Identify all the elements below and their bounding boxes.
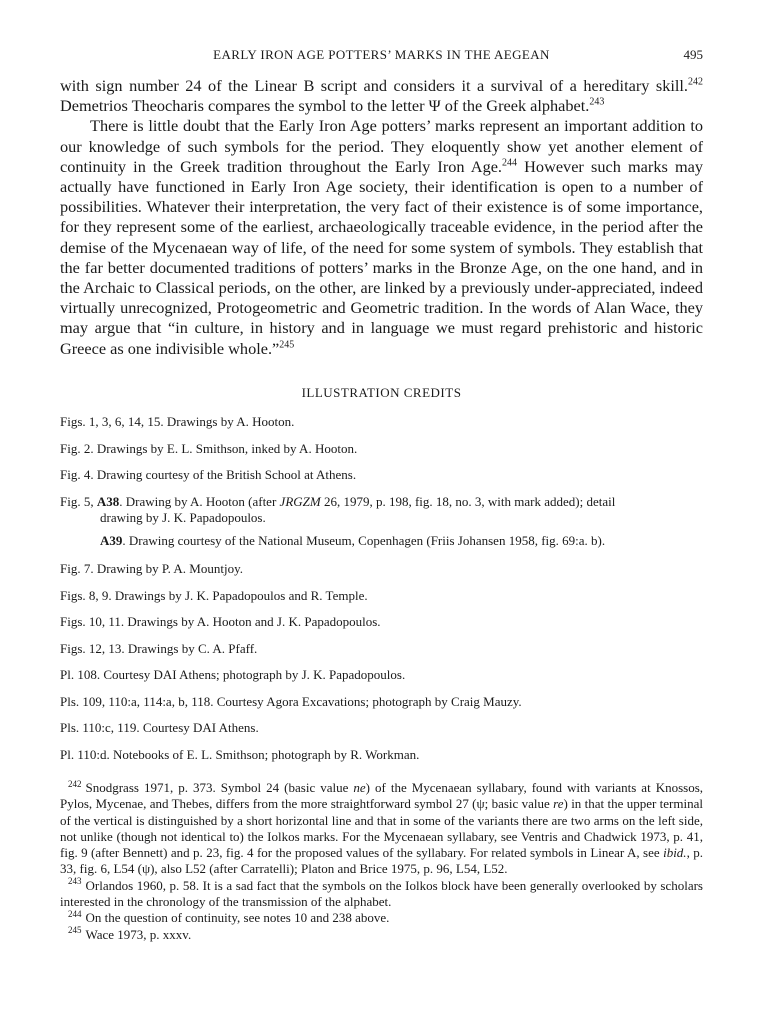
running-head bbox=[60, 47, 703, 67]
paragraph-text: Demetrios Theocharis compares the symbol to the letter Ψ of the Greek alphabet. bbox=[60, 96, 590, 116]
credit-item: Pl. 110:d. Notebooks of E. L. Smithson; photograph by R. Workman. bbox=[60, 746, 420, 762]
body-text bbox=[60, 76, 703, 359]
footnote-number: 243 bbox=[68, 876, 82, 887]
catalogue-number: A39 bbox=[100, 532, 123, 548]
footnote-243 bbox=[60, 878, 703, 911]
page-number: 495 bbox=[683, 47, 703, 62]
footnote-text: Orlandos 1960, p. 58. It is a sad fact that the symbols on the Iolkos block have been generally overlooked by scholars interested in the chronology of the transmission of the alphabet. bbox=[60, 877, 703, 910]
credit-item bbox=[60, 533, 703, 550]
footnote-number: 242 bbox=[68, 778, 82, 789]
credit-text: . Drawing courtesy of the National Museum, Copenhagen (Friis Johansen 1958, fig. 69:a. b). bbox=[122, 532, 606, 548]
footnote-text: ) in that the upper terminal of the vertical is distinguished by a short horizontal line and that in some of the variants there are two arms on the left side, not unlike (though not identical to) the Iolkos marks. For the Mycenaean syllabary, see Ventris and Chadwick 1973, p. 41, fig. 9 (after Bennett) and p. 23, fig. 4 for the proposed values of the syllabary. For related symbols in Linear A, see bbox=[60, 796, 703, 861]
footnote-ref[interactable]: 244 bbox=[502, 157, 518, 169]
credit-text: Fig. 5, bbox=[60, 493, 97, 509]
credit-text: 26, 1979, p. 198, fig. 18, no. 3, with mark added); detail bbox=[320, 493, 616, 509]
paragraph-1 bbox=[60, 76, 703, 116]
credit-item: Figs. 8, 9. Drawings by J. K. Papadopoulos and R. Temple. bbox=[60, 587, 368, 603]
footnote-italic: ne bbox=[353, 780, 366, 795]
credit-item: Fig. 4. Drawing courtesy of the British School at Athens. bbox=[60, 467, 357, 482]
footnote-number: 244 bbox=[68, 909, 82, 920]
running-title: EARLY IRON AGE POTTERS’ MARKS IN THE AEGEAN bbox=[213, 47, 550, 62]
credit-item: Fig. 2. Drawings by E. L. Smithson, inked by A. Hooton. bbox=[60, 440, 358, 456]
footnote-245 bbox=[60, 927, 703, 943]
paragraph-2 bbox=[60, 116, 703, 358]
credit-item: Pls. 109, 110:a, 114:a, b, 118. Courtesy Agora Excavations; photograph by Craig Mauzy. bbox=[60, 693, 522, 709]
footnote-ref[interactable]: 245 bbox=[279, 339, 295, 351]
footnote-text: Wace 1973, p. xxxv. bbox=[85, 926, 192, 942]
paragraph-text: However such marks may actually have functioned in Early Iron Age society, their identification is open to a number of possibilities. Whatever their interpretation, the very fact of their existence is of some importance, for they represent some of the earliest, archaeologically traceable evidence, in the period after the demise of the Mycenaean way of life, of the need for some system of symbols. They establish that the far better documented traditions of potters’ marks in the Bronze Age, on the one hand, and in the Archaic to Classical periods, on the other, are linked by a previously under-appreciated, indeed virtually unrecognized, Protogeometric and Geometric tradition. In the words of Alan Wace, they may argue that “in culture, in history and in language we must regard prehistoric and historic Greece as one indivisible whole.” bbox=[60, 156, 704, 358]
catalogue-number: A38 bbox=[96, 493, 120, 509]
footnote-242 bbox=[60, 780, 703, 878]
footnote-ref[interactable]: 243 bbox=[589, 96, 605, 108]
credit-item: Figs. 10, 11. Drawings by A. Hooton and J. K. Papadopoulos. bbox=[60, 614, 381, 629]
footnote-text: Snodgrass 1971, p. 373. Symbol 24 (basic value bbox=[85, 780, 354, 795]
credit-item: Figs. 12, 13. Drawings by C. A. Pfaff. bbox=[60, 640, 258, 656]
credit-continuation: drawing by J. K. Papadopoulos. bbox=[100, 510, 266, 525]
credit-item: Pl. 108. Courtesy DAI Athens; photograph by J. K. Papadopoulos. bbox=[60, 667, 406, 682]
footnote-italic: ibid. bbox=[663, 845, 687, 861]
paragraph-text: with sign number 24 of the Linear B script and considers it a survival of a hereditary skill. bbox=[60, 76, 688, 95]
footnote-italic: re bbox=[553, 796, 564, 812]
footnote-244 bbox=[60, 910, 703, 926]
journal-abbrev: JRGZM bbox=[279, 493, 321, 509]
credit-item bbox=[60, 494, 703, 527]
footnote-text: On the question of continuity, see notes 10 and 238 above. bbox=[85, 910, 390, 926]
section-heading: ILLUSTRATION CREDITS bbox=[301, 385, 462, 400]
credit-item: Figs. 1, 3, 6, 14, 15. Drawings by A. Hooton. bbox=[60, 414, 295, 429]
paragraph-text: There is little doubt that the Early Iron Age potters’ marks represent an important addition to our knowledge of such symbols for the period. They eloquently show yet another element of continuity in the Greek tradition throughout the Early Iron Age. bbox=[60, 116, 703, 176]
footnotes bbox=[60, 780, 703, 943]
credit-item: Fig. 7. Drawing by P. A. Mountjoy. bbox=[60, 561, 243, 576]
credit-item: Pls. 110:c, 119. Courtesy DAI Athens. bbox=[60, 720, 259, 735]
footnote-number: 245 bbox=[68, 925, 82, 936]
footnote-text: , p. 33, fig. 6, L54 (ψ), also L52 (after Carratelli); Platon and Brice 1975, p. 96, L54, L52. bbox=[60, 845, 703, 877]
credit-text: . Drawing by A. Hooton (after bbox=[119, 493, 280, 509]
credits-list bbox=[60, 414, 703, 773]
footnote-ref[interactable]: 242 bbox=[688, 76, 703, 88]
footnote-text: ) of the Mycenaean syllabary, found with variants at Knossos, Pylos, Mycenae, and Thebes, differs from the more straightforward symbol 27 (ψ; basic value bbox=[60, 780, 704, 812]
